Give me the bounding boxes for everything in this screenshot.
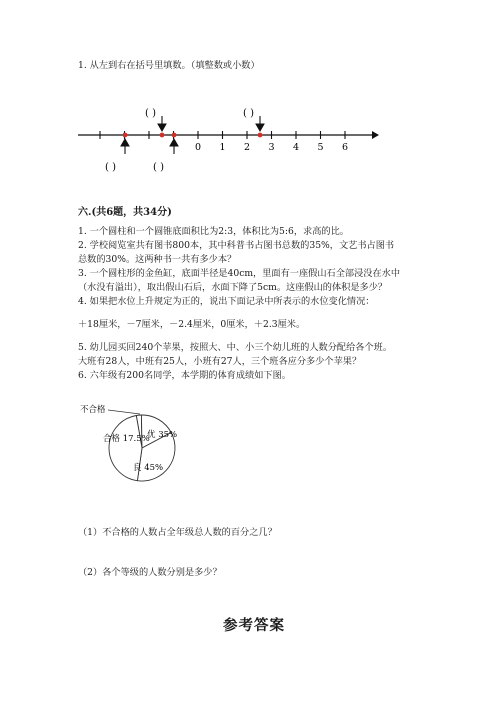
subq-2: （2）各个等级的人数分别是多少？	[78, 567, 222, 578]
fail-leader-line	[108, 410, 140, 414]
tick-label: 6	[341, 142, 349, 153]
s6-line-1: 1. 一个圆柱和一个圆锥底面积比为2:3，体积比为5:6，求高的比。	[78, 226, 349, 237]
s6-line-7: ＋18厘米，－7厘米，－2.4厘米，0厘米，＋2.3厘米。	[78, 319, 306, 330]
s6-line-3: 总数的30%。这两种书一共有多少本？	[78, 254, 237, 265]
label-fail: 不合格	[80, 405, 106, 415]
tick-label: 0	[194, 142, 202, 153]
subq-1: （1）不合格的人数占全年级总人数的百分之几？	[78, 527, 277, 538]
s6-line-10: 6. 六年级有200名同学，本学期的体育成绩如下图。	[78, 370, 291, 381]
tick-label: 3	[268, 142, 275, 153]
s6-line-9: 大班有28人，中班有25人，小班有27人，三个班各应分多少个苹果？	[78, 356, 362, 367]
s6-line-8: 5. 幼儿园买回240个苹果，按照大、中、小三个幼儿班的人数分配给各个班。	[78, 342, 393, 353]
tick-label: 2	[243, 142, 251, 153]
tick-label: 5	[317, 142, 324, 153]
s6-line-5: （水没有溢出），取出假山石后，水面下降了5cm。这座假山的体积是多少？	[78, 282, 388, 293]
blank-1: ( )	[105, 162, 116, 173]
answer-title: 参考答案	[223, 617, 285, 634]
s6-line-4: 3. 一个圆柱形的金鱼缸，底面半径是40cm，里面有一座假山石全部浸没在水中	[78, 268, 401, 279]
tick-label: 4	[292, 142, 300, 153]
label-excellent: 优 35%	[147, 430, 178, 440]
s6-line-6: 4. 如果把水位上升规定为正的，说出下面记录中所表示的水位变化情况：	[78, 296, 375, 307]
q1-text: 1. 从左到右在括号里填数。（填整数或小数）	[78, 60, 260, 71]
blank-4: ( )	[243, 108, 254, 119]
s6-line-2: 2. 学校阅览室共有图书800本，其中科普书占图书总数的35%，文艺书占图书	[78, 240, 395, 251]
label-pass: 合格 17.5%	[103, 434, 150, 444]
label-good: 良 45%	[133, 463, 164, 473]
blank-3: ( )	[153, 162, 164, 173]
tick-label: 1	[219, 142, 226, 153]
section-title: 六.(共6题，共34分)	[78, 207, 172, 218]
blank-2: ( )	[145, 108, 156, 119]
